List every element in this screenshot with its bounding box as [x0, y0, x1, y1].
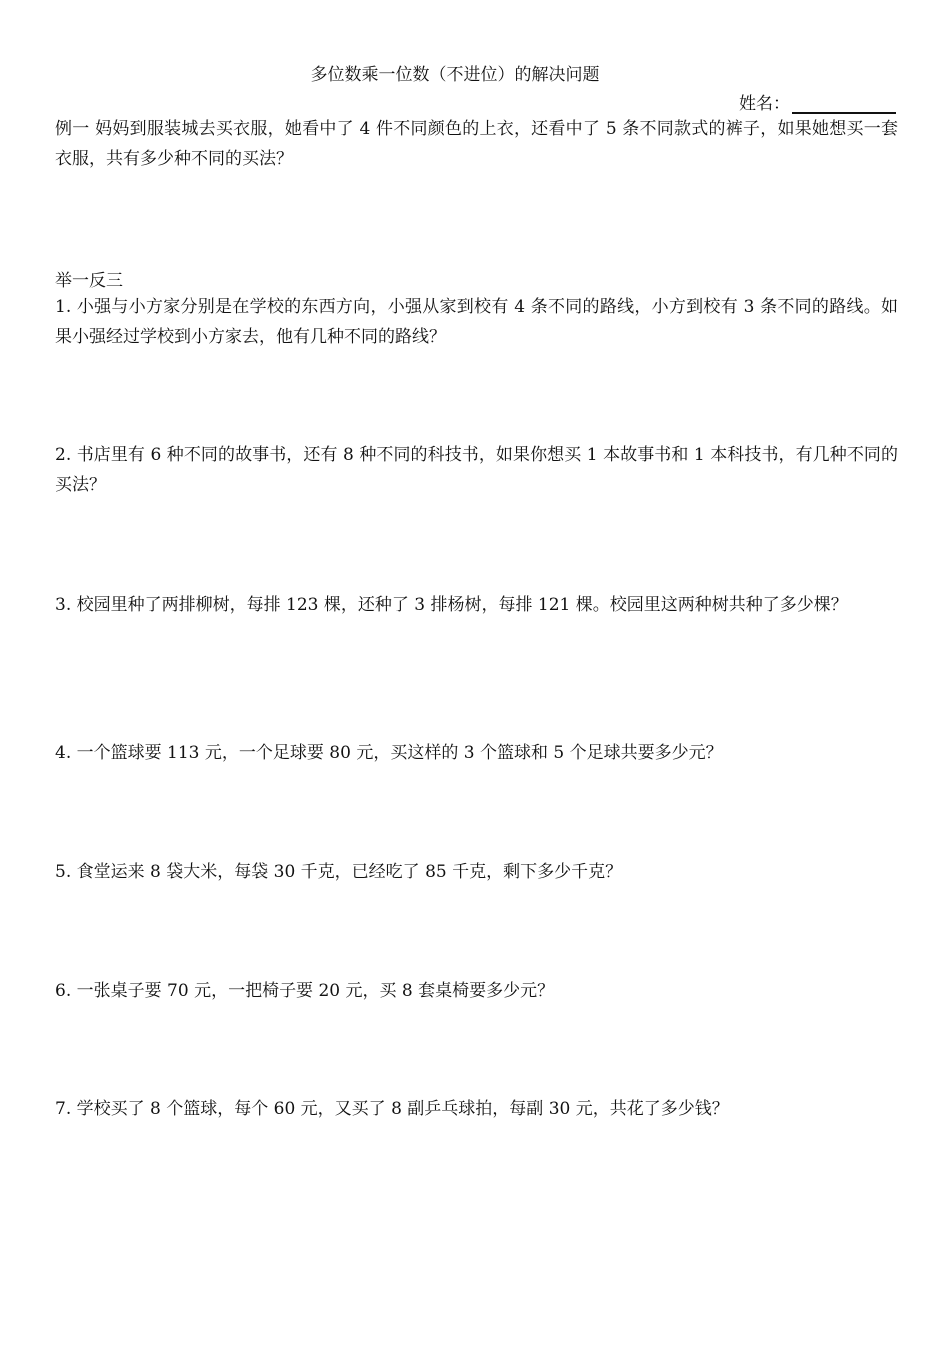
question-3: 3. 校园里种了两排柳树，每排 123 棵，还种了 3 排杨树，每排 121 棵。校园里这两种树共种了多少棵？ — [55, 595, 848, 615]
name-field — [739, 89, 896, 114]
question-5: 5. 食堂运来 8 袋大米，每袋 30 千克，已经吃了 85 千克，剩下多少千克？ — [55, 862, 623, 882]
question-4: 4. 一个篮球要 113 元，一个足球要 80 元，买这样的 3 个篮球和 5 个足球共要多少元？ — [55, 743, 723, 763]
practice-heading: 举一反三 — [55, 271, 123, 291]
example-problem: 例一 妈妈到服装城去买衣服，她看中了 4 件不同颜色的上衣，还看中了 5 条不同款式的裤子，如果她想买一套衣服，共有多少种不同的买法？ — [55, 119, 898, 169]
name-blank-line — [792, 94, 896, 114]
question-7: 7. 学校买了 8 个篮球，每个 60 元，又买了 8 副乒乓球拍，每副 30 元，共花了多少钱？ — [55, 1099, 729, 1119]
page-title: 多位数乘一位数（不进位）的解决问题 — [310, 65, 600, 85]
question-6: 6. 一张桌子要 70 元，一把椅子要 20 元，买 8 套桌椅要多少元？ — [55, 981, 555, 1001]
question-2: 2. 书店里有 6 种不同的故事书，还有 8 种不同的科技书，如果你想买 1 本故事书和 1 本科技书，有几种不同的买法？ — [55, 445, 898, 495]
question-1: 1. 小强与小方家分别是在学校的东西方向，小强从家到校有 4 条不同的路线，小方到校有 3 条不同的路线。如果小强经过学校到小方家去，他有几种不同的路线？ — [55, 297, 898, 347]
name-label: 姓名： — [739, 94, 790, 114]
